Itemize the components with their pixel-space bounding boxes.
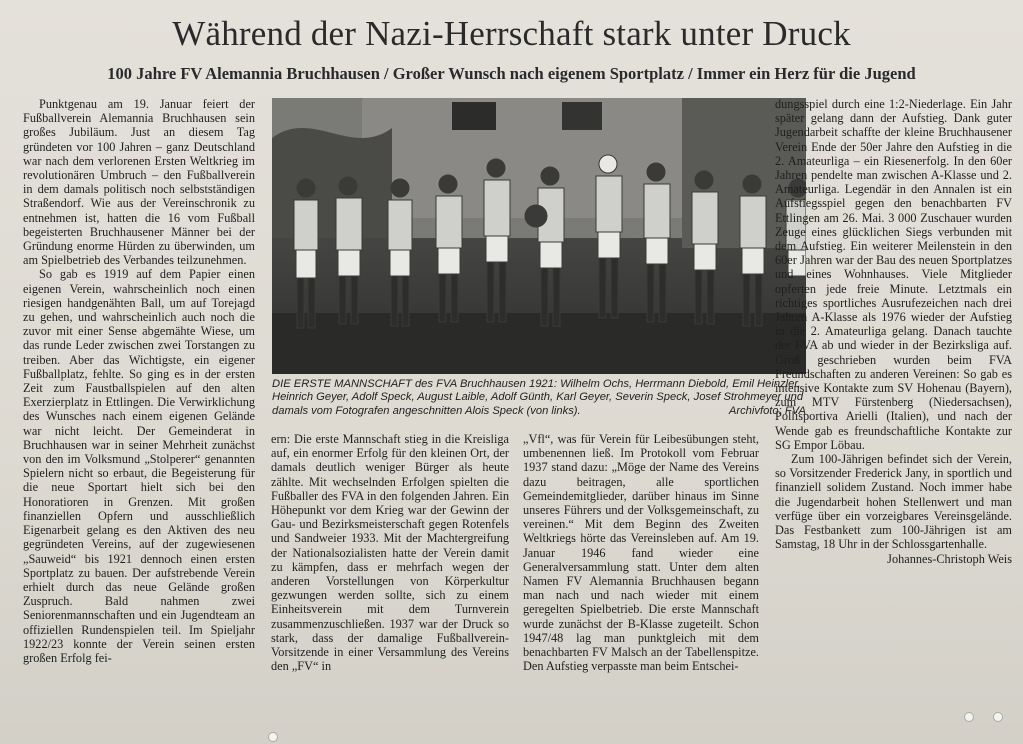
author-byline: Johannes-Christoph Weis: [887, 551, 1012, 566]
team-photo: [272, 98, 806, 374]
pin-icon: [268, 732, 278, 742]
paragraph: Punktgenau am 19. Januar feiert der Fußballverein Alemannia Bruchhausen sein großes Jubiläum. Just an diesem Tag gründeten vor 100 Jahren – ganz Deutschland war nach dem verlorenen Ersten Weltkrieg im revolutionären Umbruch – den Fußballverein in dem damals politisch noch selbstständigen Straßendorf. Wie aus der Vereinschronik zu entnehmen ist, hatten die 16 vom Fußball begeisterten Bruchhausener Männer bei der Gründung enorme Hürden zu überwinden, um am Spielbetrieb des Verbandes teilzunehmen.: [23, 97, 255, 268]
article-column-2: [271, 432, 509, 732]
pin-icon: [964, 712, 974, 722]
pin-icon: [993, 712, 1003, 722]
article-column-4: [775, 97, 1012, 729]
headline: Während der Nazi-Herrschaft stark unter Druck: [172, 14, 851, 53]
team-photo-illustration: [272, 98, 806, 374]
paragraph: So gab es 1919 auf dem Papier einen eigenen Verein, wahrscheinlich noch einen riesigen handgenähten Ball, um auf Torejagd zu gehen, und wahrscheinlich auch noch die zuvor mit einer Sense abgemähte Wiese, um das runde Leder zwischen zwei Torstangen zu treiben. Aber das Wichtigste, ein eigener Fußballplatz, fehlte. So ging es in der ersten Zeit zum Faustballspielen auf den alten Exerzierplatz in Ettlingen. Die Verwirklichung des Wunsches nach einem eigenen Gelände war nicht leicht. Der Gemeinderat in Bruchhausen war in seiner Mehrheit zunächst von den im Volksmund „Stolperer“ genannten Spielern nicht so erbaut, die Begeisterung für die neue Sportart hielt sich bei den Honoratioren in Grenzen. Mit großen finanziellen Opfern und ausschließlich Eigenarbeit gelang es den Aktiven des neu gegründeten Vereins, auf der zugewiesenen „Sauweid“ bis 1921 dennoch einen ersten Sportplatz zu bauen. Der aufstrebende Verein erhielt durch das neue Gelände großen Zuspruch. Bald nahmen zwei Seniorenmannschaften und ein Jugendteam an offiziellen Rundenspielen teil. Im Spieljahr 1922/23 konnte der Verein seinen ersten großen Erfolg fei-: [23, 267, 255, 665]
paragraph: ern: Die erste Mannschaft stieg in die Kreisliga auf, ein enormer Erfolg für den kleinen Ort, der damals deutlich weniger Bürger als heute zählte. Mit wechselnden Erfolgen spielten die Fußballer des FVA in den folgenden Jahren. Ein Höhepunkt vor dem Krieg war der Gewinn der Gau- und Bezirksmeisterschaft gegen Rotenfels und Sandweier 1933. Mit der Machtergreifung der Nationalsozialisten hatte der Verein damit zu kämpfen, dass er mehrfach wegen der anderen Vorstellungen von Körperkultur gezwungen werden sollte, sich zu einem Einheitsverein mit dem Turnverein zusammenzuschließen. 1937 war der Druck so stark, dass der damalige Fußballverein-Vorsitzende in einer Versammlung des Vereins den „FV“ in: [271, 432, 509, 674]
paragraph: dungsspiel durch eine 1:2-Niederlage. Ein Jahr später gelang dann der Aufstieg. Dank guter Jugendarbeit schaffte der kleine Bruchhausener Verein Ende der 50er Jahre den Aufstieg in die 2. Amateurliga – ein Riesenerfolg. In den 60er Jahren pendelte man zwischen A-Klasse und 2. Amateurliga. Legendär in den Annalen ist ein Aufstiegsspiel gegen den benachbarten FV Ettlingen am 26. Mai. 3 000 Zuschauer wurden Zeuge eines glücklichen Siegs verbunden mit dem Aufstieg. Ein weiterer Meilenstein in den 60er Jahren war der Bau des neuen Sportplatzes und eines Wohnhauses. Viele Mitglieder opferten jede freie Minute. Letztmals ein richtiges sportliches Ausrufezeichen nach drei Jahren A-Klasse als 1976 wieder der Aufstieg in die 2. Amateurliga gelang. Danach tauchte der FVA ab und wieder in der Bezirksliga auf. Groß geschrieben wurden beim FVA Freundschaften zu anderen Vereinen: So gab es intensive Kontakte zum SV Hohenau (Bayern), zum MTV Fürstenberg (Niedersachsen), Pollisportiva Arielli (Italien), und nach der Wende gab es freundschaftliche Kontakte zur SG Empor Löbau.: [775, 97, 1012, 452]
photo-credit: Archivfoto: FVA: [728, 404, 806, 417]
article-column-3: [523, 432, 759, 732]
photo-caption: [272, 378, 806, 418]
article-column-1: [23, 97, 255, 729]
paragraph: „Vfl“, was für Verein für Leibesübungen steht, umbenennen ließ. Im Protokoll vom Februar 1937 stand dazu: „Möge der Name des Vereins dazu beitragen, alle sportlichen Gemeindemitglieder, darüber hinaus im Sinne unseres Führers und der Volksgemeinschaft, zu vereinen.“ Mit dem Beginn des Zweiten Weltkriegs hörte das Vereinsleben auf. Am 19. Januar 1946 fand wieder eine Generalversammlung statt. Unter dem alten Namen FV Alemannia Bruchhausen begann man nach und nach wieder mit einem geregelten Spielbetrieb. Die erste Mannschaft wurde zunächst der B-Klasse zugeteilt. Schon 1947/48 lag man punktgleich mit dem benachbarten FV Malsch an der Tabellenspitze. Den Aufstieg verpasste man beim Entschei-: [523, 432, 759, 674]
caption-text: DIE ERSTE MANNSCHAFT des FVA Bruchhausen 1921: Wilhelm Ochs, Herrmann Diebold, Emil Heinzler, Heinrich Geyer, Adolf Speck, August Laible, Adolf Günth, Karl Geyer, Severin Speck, Josef Strohmeyer und damals vom Fotografen angeschnitten Alois Speck (von links).: [272, 378, 804, 417]
paragraph: Zum 100-Jährigen befindet sich der Verein, so Vorsitzender Frederick Jany, in sportlich und finanziell solidem Zustand. Noch immer habe die Jugendarbeit hohen Stellenwert und man verfüge über ein vorzeigbares Vereinsgelände. Das Festbankett zum 100-Jährigen ist am Samstag, 18 Uhr in der Schlossgartenhalle.: [775, 452, 1012, 552]
subheadline: 100 Jahre FV Alemannia Bruchhausen / Großer Wunsch nach eigenem Sportplatz / Immer ein Herz für die Jugend: [107, 64, 916, 83]
